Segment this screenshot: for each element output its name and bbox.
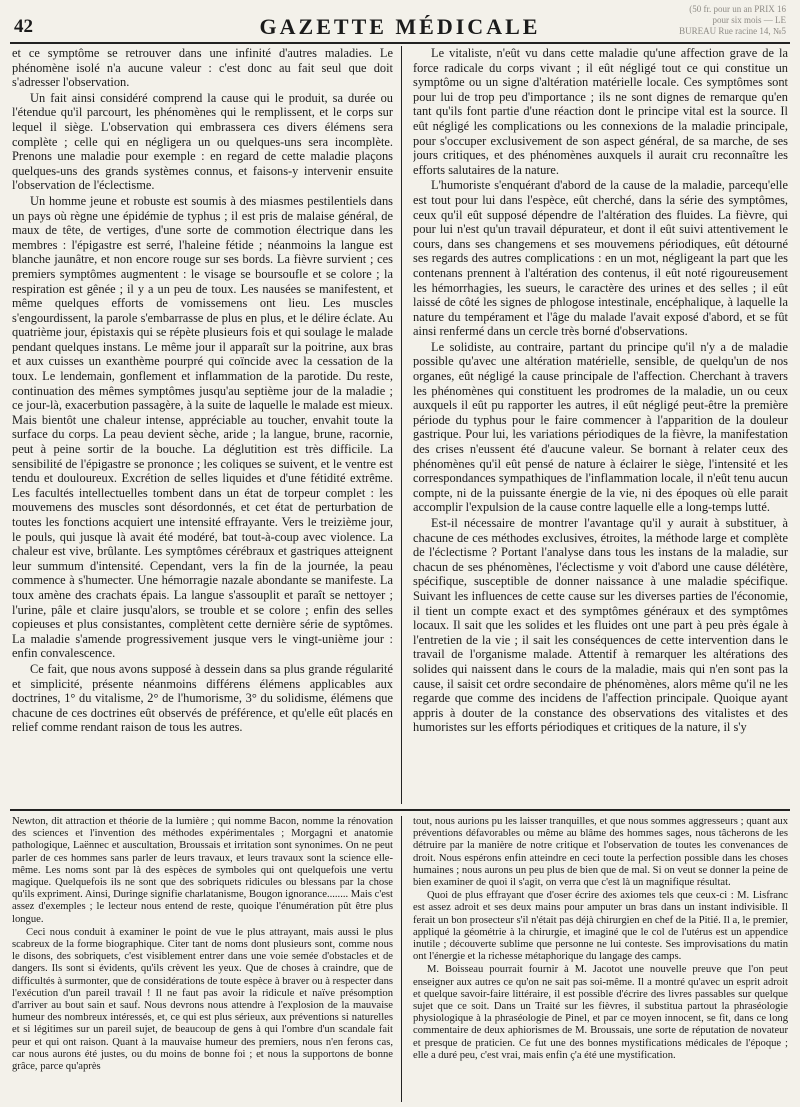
paragraph: Le vitaliste, n'eût vu dans cette maladie qu'une affection grave de la force radicale du corps vivant ; il eût négligé tout ce qui constitue un symptôme ou un signe d'altération matérielle locale. Ces symptômes sont pour lui de trop peu d'importance ; ils ne sont dignes de remarque qu'en tant qu'ils font partie d'une réaction dont le principe vital est la source. Il eût négligé les complications ou les connexions de la maladie principale, pour s'occuper exclusivement de son aspect général, de sa marche, de ses jours critiques, et des phénomènes auxquels il aurait cru reconnaître les efforts salutaires de la nature. xyxy=(413,46,788,177)
feuilleton-column-left xyxy=(12,816,393,1104)
paragraph: Est-il nécessaire de montrer l'avantage qu'il y aurait à substituer, à chacune de ces méthodes exclusives, étroites, la méthode large et complète de l'éclectisme ? Portant l'analyse dans tous les instans de la maladie, sur chacun de ses phénomènes, l'éclectisme y voit d'abord une cause délétère, spécifique, susceptible de donner naissance à une maladie spécifique. Suivant les influences de cette cause sur les diverses parties de l'économie, il tient un compte exact et des symptômes généraux et des symptômes locaux. Il sait que les solides et les fluides ont une part à peu près égale à l'entretien de la vie ; il sait les conséquences de cette intervention dans le travail de l'organisme malade. Attentif à remarquer les altérations des solides qui naissent dans le cours de la maladie, mais qui n'en sont pas la cause, il saisit cet ordre secondaire de phénomènes, alors même qu'il ne les regarde que comme des incidens de l'affection principale. Quoique ayant appris à douter de la constance des observations des vitalistes et des humoristes sur les efforts périodiques et critiques de la nature, il s'y xyxy=(413,516,788,735)
column-divider xyxy=(401,46,402,804)
gazette-title: GAZETTE MÉDICALE xyxy=(259,14,541,39)
paragraph: Ceci nous conduit à examiner le point de vue le plus attrayant, mais aussi le plus scabreux de la forme biographique. Citer tant de noms dont plusieurs sont, comme nous le disons, des sobriquets, c'est visiblement entrer dans une voie semée d'obstacles et de dangers. Ils sont si évidents, qu'ils crèvent les yeux. Que de choses à craindre, que de difficultés à surmonter, que de considérations de toute espèce à braver ou à respecter dans l'exécution d'un pareil travail ! Il ne faut pas avoir la ridicule et naïve présomption d'arriver au bout sain et sauf. Nous devrons nous attendre à l'explosion de la mauvaise humeur des nombreux intéressés, et, ce qui est plus sérieux, aux préventions si naturelles et si légitimes sur un pareil sujet, de beaucoup de gens à qui l'ombre d'un scandale fait peur et qui ont raison. Quant à la mauvaise humeur des premiers, nous n'en ferons cas, car nous aurons été justes, ou du moins de bonne foi ; et nous la supportons de bonne grâce, parce qu'après xyxy=(12,926,393,1073)
paragraph: Quoi de plus effrayant que d'oser écrire des axiomes tels que ceux-ci : M. Lisfranc est assez adroit et ses deux mains pour amputer un bras dans un instant indivisible. Il ferait un bon prosecteur s'il n'était pas déjà chirurgien en chef de la Pitié. Il a, le premier, appliqué la géométrie à la chirurgie, et imaginé que le col de l'utérus est un appendice inutile ; découverte sublime que personne ne lui conteste. Ses improvisations du matin ont l'énergie et la richesse métaphorique du langage des camps. xyxy=(413,890,788,963)
paragraph: et ce symptôme se retrouver dans une infinité d'autres maladies. Le phénomène isolé n'a aucune valeur : c'est donc au fait seul que doit s'adresser l'observation. xyxy=(12,46,393,90)
feuilleton-column-right xyxy=(413,816,788,1104)
feuilleton-separator xyxy=(10,809,790,811)
paragraph: M. Boisseau pourrait fournir à M. Jacotot une nouvelle preuve que l'on peut enseigner aux autres ce qu'on ne sait pas soi-même. Il a montré qu'avec un esprit adroit et quelque savoir-faire littéraire, il est possible d'écrire des livres passables sur quelque sujet que ce soit. Dans un Traité sur les fièvres, il substitua partout la phraséologie physiologique à la phraséologie de Pinel, et par ce moyen innocent, se fit, dans ce long commentaire de deux aphiorismes de M. Broussais, une sorte de réputation de novateur et presque de praticien. Ce fut une des bonnes mystifications médicales de l'époque ; elle a duré peu, c'est vrai, mais enfin ç'a été une mystification. xyxy=(413,964,788,1061)
paragraph: Un homme jeune et robuste est soumis à des miasmes pestilentiels dans un pays où règne une épidémie de typhus ; il est pris de malaise général, de maux de tête, de vertiges, d'une sorte de commotion électrique dans les membres : l'épigastre est serré, l'haleine fétide ; néanmoins la langue est blanche jaunâtre, et non encore rouge sur ses bords. La fièvre survient ; ces premiers symptômes augmentent : le visage se boursoufle et se colore ; la respiration est gênée ; il y a un peu de toux. Les nausées se manifestent, et même quelques efforts de vomissemens ont lieu. Les muscles s'engourdissent, la parole s'embarrasse de plus en plus, et le délire éclate. Au quatrième jour, épistaxis qui se répète plusieurs fois et qui soulage le malade pendant quelques instans. Le même jour il apparaît sur la poitrine, aux bras et aux cuisses un exanthème pourpré qui coïncide avec la cessation de la toux. Le lendemain, gonflement et inflammation de la parotide. Du reste, continuation des mêmes symptômes jusqu'au septième jour de la maladie ; ce jour-là, exacerbution passagère, à la suite de laquelle le malade est mieux. Mais bientôt une chaleur intense, appréciable au toucher, envahit toute la surface du corps. La peau devient sèche, aride ; la langue, brune, racornie, peut à peine sortir de la bouche. La déglutition est très difficile. La sensibilité de l'épigastre se prononce ; les coliques se suivent, et le ventre est tendu et douloureux. Excrétion de selles liquides et d'une fétidité extrême. Les facultés intellectuelles tombent dans un état de torpeur complet : les mouvemens des muscles sont désordonnés, et cet état de perturbation de toutes les fonctions acquiert une intensité effrayante. Vers le treizième jour, le pouls, qui jusque là avait été modéré, bat tout-à-coup avec violence. La chaleur est vive, brûlante. Les symptômes cérébraux et gastriques atteignent leur summum d'intensité. Cependant, vers la fin de la journée, la peau commence à s'humecter. Une hémorragie nazale abondante se manifeste. La toux amène des crachats épais. La langue s'assouplit et paraît se nettoyer ; l'urine, pâle et claire jusqu'alors, se trouble et se colore ; enfin des selles copieuses et plus consistantes, complètent cette dernière série de syptômes. La maladie s'amende progressivement jusque vers le vingt-unième jour : enfin convalescence. xyxy=(12,193,393,661)
main-column-right xyxy=(413,46,788,804)
paragraph: tout, nous aurions pu les laisser tranquilles, et que nous sommes aggresseurs ; quant aux préventions défavorables ou même au blâme des hommes sages, nous tâcherons de les détruire par la manière de notre critique et l'observation de toutes les convenances de droit. Nous espérons enfin atteindre en ceci toute la perfection possible dans les choses humaines ; nous aurons un peu plus de bien que de mal. Si on veut se donner la peine de bien examiner de quoi il s'agit, on verra que c'est là un magnifique résultat. xyxy=(413,816,788,889)
paragraph: Ce fait, que nous avons supposé à dessein dans sa plus grande régularité et simplicité, présente néanmoins différens élémens applicables aux doctrines, 1° du vitalisme, 2° de l'humorisme, 3° du solidisme, élémens que chacune de ces doctrines eût observés de préférence, et qu'elle eût placés en relief comme rendant raison de tous les autres. xyxy=(12,661,393,735)
main-column-left xyxy=(12,46,393,804)
feuilleton-divider xyxy=(401,816,402,1102)
page-header xyxy=(10,4,790,44)
paragraph: L'humoriste s'enquérant d'abord de la cause de la maladie, parcequ'elle est tout pour lui dans l'espèce, eût cherché, dans la série des symptômes, ceux qu'il eût supposé dépendre de l'altération des fluides. La fièvre, qui pour lui n'est qu'un travail dépurateur, et dont il eût suivi attentivement le cours, dans ses changemens et ses mouvemens périodiques, eût détourné ses regards des autres complications : en un mot, négligeant la part que les contenans prennent à l'altération des contenus, il eût noté rigoureusement les hémorrhagies, les sueurs, le caractère des urines et des selles ; il eût laissé de côté les signes de phlogose intestinale, encéphalique, à laquelle la nature du tempérament et l'âge du malade l'avait exposé d'abord, et se fût ainsi renfermé dans un cercle très borné d'observations. xyxy=(413,178,788,339)
paragraph: Newton, dit attraction et théorie de la lumière ; qui nomme Bacon, nomme la rénovation des sciences et l'invention des méthodes expérimentales ; Morgagni et anatomie pathologique, Laënnec et auscultation, Broussais et irritation sont synonimes. On ne peut parler de ces hommes sans parler de leurs travaux, et leurs travaux sont la science elle-même. Les noms sont par là des espèces de symboles qui ont quelquefois une vertu magique. Quelquefois ils ne sont que des sobriquets ridicules ou blessans par la chose qu'ils expriment. Ainsi, Duringe signifie charlatanisme, Bougon ignorance........ Mais c'est assez d'exemples ; le lecteur nous entend de reste, quoique l'énumération pût être plus longue. xyxy=(12,816,393,925)
page-number: 42 xyxy=(14,16,33,37)
paragraph: Un fait ainsi considéré comprend la cause qui le produit, sa durée ou l'étendue qu'il parcourt, les phénomènes qui le remplissent, et le corps sur lequel il siège. L'observation qui embrassera ces divers élémens sera complète ; celle qui en négligera un ou quelques-uns sera incomplète. Prenons une maladie pour exemple : en regard de cette maladie plaçons quelques-uns des grands systèmes connus, et faisons-y intervenir ensuite l'observation de l'éclectisme. xyxy=(12,90,393,193)
bleed-through-text: (50 fr. pour un an PRIX 16 pour six mois — LE BUREAU Rue racine 14, №5 xyxy=(679,4,786,36)
paragraph: Le solidiste, au contraire, partant du principe qu'il n'y a de maladie possible qu'avec une altération matérielle, sensible, de quelqu'un de nos organes, eût négligé la cause principale de l'affection. Cherchant à travers les phénomènes qui constituent les prodromes de la maladie, un ou ceux auxquels il eût pu rapporter les autres, il eût négligé peut-être la première période du typhus pour le faire commencer à l'apparition de la douleur gastrique. Pour lui, les variations périodiques de la fièvre, la manifestation des crises n'eussent été d'aucune valeur. Se bornant à relater ceux des phénomènes qu'il eût pensé de nature à éclairer le siège, l'intensité et les correspondances sympathiques de l'inflammation locale, il n'eût tenu aucun compte, ni de la puissante énergie de la vie, ni des époques où elle parait accomplir l'expulsion de la cause contre laquelle elle a long-temps lutté. xyxy=(413,339,788,515)
